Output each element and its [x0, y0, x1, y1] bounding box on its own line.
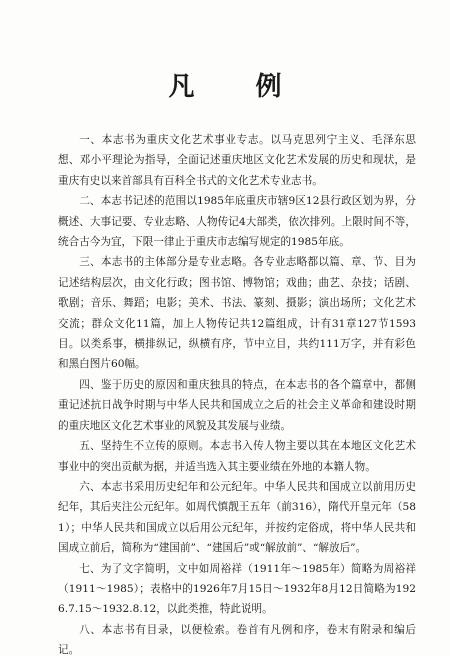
page-title: 凡 例	[168, 72, 308, 102]
paragraph-8: 八、本志书有目录，以便检索。卷首有凡例和序，卷末有附录和编后记。	[58, 623, 416, 657]
paragraph-4: 四、鉴于历史的原因和重庆独具的特点，在本志书的各个篇章中，都侧重记述抗日战争时期与中华人民共和国成立之后的社会主义革命和建设时期的重庆地区文化艺术事业的风貌及其发展与业绩。	[58, 378, 416, 432]
paragraph-7: 七、为了文字简明，文中如周裕祥（1911年～1985年）简略为周裕祥（1911～1985）；表格中的1926年7月15日～1932年8月12日简略为1926.7.15～1932.8.12，以此类推，特此说明。	[58, 562, 416, 616]
document-body	[58, 130, 416, 661]
paragraph-1: 一、本志书为重庆文化艺术事业专志。以马克思列宁主义、毛泽东思想、邓小平理论为指导，全面记述重庆地区文化艺术发展的历史和现状，是重庆有史以来首部具有百科全书式的文化艺术专业志书。	[58, 134, 416, 187]
paragraph-5: 五、坚持生不立传的原则。本志书入传人物主要以其在本地区文化艺术事业中的突出贡献为据，并适当选入其主要业绩在外地的本籍人物。	[58, 440, 416, 473]
paragraph-3: 三、本志书的主体部分是专业志略。各专业志略都以篇、章、节、目为记述结构层次，由文化行政；图书馆、博物馆；戏曲；曲艺、杂技；话剧、歌剧；音乐、舞蹈；电影；美术、书法、篆刻、摄影；演出场所；文化艺术交流；群众文化11篇，加上人物传记共12篇组成，计有31章127节1593目。以类系事，横排纵记，纵横有序，节中立目，共约111万字，并有彩色和黑白图片60幅。	[58, 256, 416, 371]
paragraph-2: 二、本志书记述的范围以1985年底重庆市辖9区12县行政区划为界，分概述、大事记要、专业志略、人物传记4大部类，依次排列。上限时间不等，统合古今为宜，下限一律止于重庆市志编写规定的1985年底。	[58, 195, 416, 249]
paragraph-6: 六、本志书采用历史纪年和公元纪年。中华人民共和国成立以前用历史纪年，其后夹注公元纪年。如周代慎靓王五年（前316），隋代开皇元年（581）；中华人民共和国成立以后用公元纪年，并按约定俗成，将中华人民共和国成立前后，简称为“建国前”、“建国后”或“解放前”、“解放后”。	[58, 480, 416, 555]
